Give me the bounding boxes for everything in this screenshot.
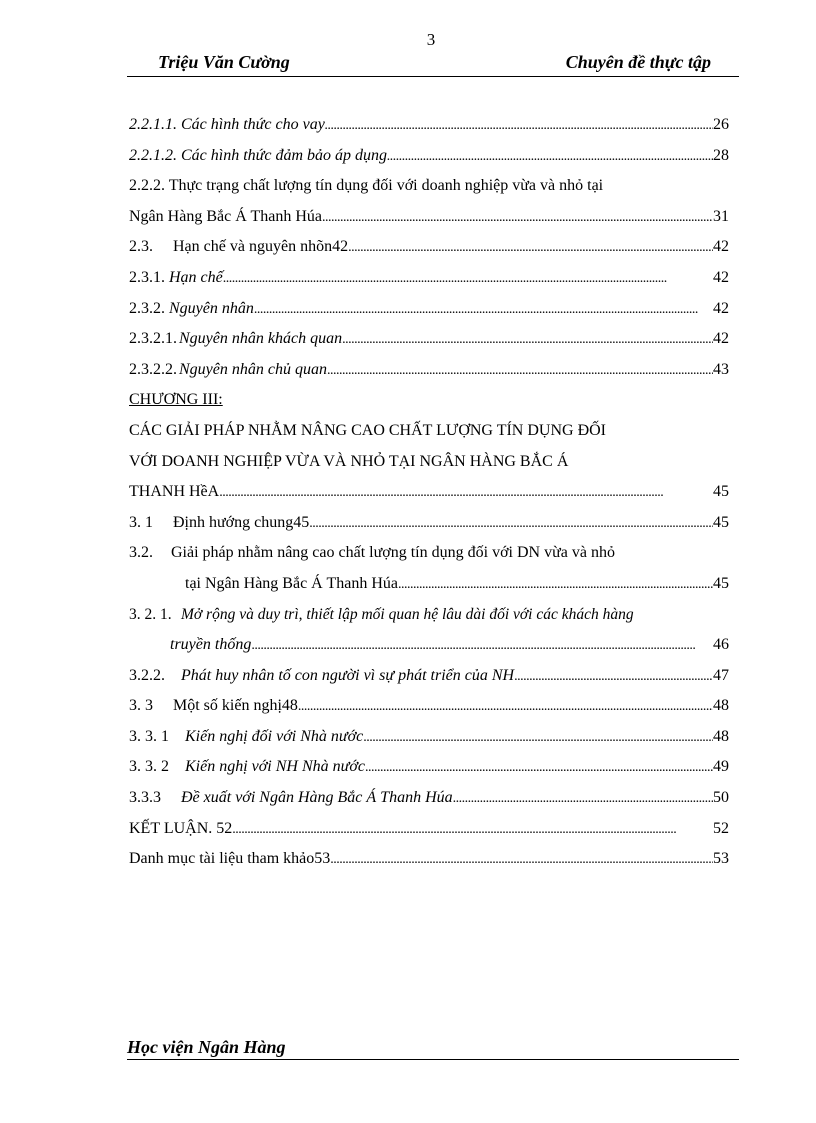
toc-entry-title: Phát huy nhân tố con người vì sự phát triển của NH: [181, 666, 515, 684]
toc-entry-title: Kiến nghị với NH Nhà nước: [185, 758, 366, 776]
toc-leader: [398, 575, 713, 593]
toc-entry[interactable]: [129, 300, 729, 331]
toc-entry-page: 42: [713, 330, 729, 348]
toc-leader: [309, 514, 713, 532]
toc-entry-page: 46: [713, 636, 729, 654]
toc-entry-number: 3. 1: [129, 513, 153, 531]
toc-entry[interactable]: [129, 208, 729, 239]
toc-entry-title: Đề xuất với Ngân Hàng Bắc Á Thanh Húa: [181, 789, 453, 807]
toc-entry[interactable]: [129, 789, 729, 820]
toc-entry-title: Một số kiến nghị48: [173, 697, 298, 715]
toc-entry-number: 3.2.: [129, 544, 153, 562]
toc-leader: [514, 667, 713, 685]
toc-entry-page: 47: [713, 666, 729, 684]
toc-leader: [365, 758, 713, 776]
toc-entry[interactable]: [129, 361, 729, 392]
toc-entry-page: 45: [713, 574, 729, 592]
toc-entry[interactable]: [129, 483, 729, 514]
toc-entry-title: Nguyên nhân chủ quan: [179, 360, 327, 378]
toc-entry[interactable]: [129, 636, 729, 667]
toc-entry-title: Nguyên nhân: [169, 299, 254, 317]
header-doc-type: Chuyên đề thực tập: [565, 52, 711, 72]
toc-leader: [387, 147, 713, 165]
toc-entry-number: 3.3.3: [129, 789, 161, 807]
toc-leader: [325, 116, 713, 134]
toc-leader: [322, 208, 713, 226]
toc-entry-number: 2.3.1.: [129, 268, 165, 286]
toc-entry[interactable]: [129, 575, 729, 606]
toc-entry[interactable]: [129, 453, 729, 484]
toc-entry-page: 26: [713, 116, 729, 133]
toc-entry[interactable]: [129, 850, 729, 881]
toc-entry-page: 50: [713, 789, 729, 807]
toc-entry[interactable]: [129, 606, 729, 637]
toc-entry[interactable]: [129, 728, 729, 759]
toc-entry-title: Hạn chế: [169, 268, 223, 286]
toc-entry[interactable]: [129, 177, 729, 208]
toc-entry-number: 3. 3. 2: [129, 758, 169, 776]
toc-entry-page: 42: [713, 299, 729, 317]
toc-leader: [363, 728, 713, 746]
toc-entry-title: Danh mục tài liệu tham khảo53: [129, 850, 331, 868]
toc-entry-title: tại Ngân Hàng Bắc Á Thanh Húa: [185, 574, 398, 592]
toc-entry[interactable]: [129, 820, 729, 851]
toc-entry-title: Hạn chế và nguyên nhõn42: [173, 238, 349, 256]
toc-entry-title: CÁC GIẢI PHÁP NHẰM NÂNG CAO CHẤT LƯỢNG TÍN DỤNG ĐỐI: [129, 421, 607, 439]
toc-entry-number: 3. 3: [129, 697, 153, 715]
toc-entry[interactable]: [129, 758, 729, 789]
toc-entry-page: 42: [713, 238, 729, 256]
toc-entry-title: Định hướng chung45: [173, 513, 310, 531]
toc-entry-page: 45: [713, 513, 729, 531]
toc-entry-page: 42: [713, 268, 729, 286]
toc-entry[interactable]: [129, 269, 729, 300]
toc-entry-title: 2.2.2. Thực trạng chất lượng tín dụng đối với doanh nghiệp vừa và nhỏ tại: [129, 177, 604, 195]
toc-entry-page: 53: [713, 850, 729, 868]
toc-entry-title: Kiến nghị đối với Nhà nước: [185, 727, 364, 745]
toc-entry-page: 28: [713, 146, 729, 164]
toc-entry-title: Ngân Hàng Bắc Á Thanh Húa: [129, 207, 322, 225]
toc-entry[interactable]: [129, 147, 729, 178]
toc-entry-title: 2.2.1.1. Các hình thức cho vay: [129, 116, 325, 133]
toc-entry-page: 48: [713, 697, 729, 715]
toc-entry-page: 43: [713, 360, 729, 378]
toc-entry[interactable]: [129, 697, 729, 728]
toc-entry-page: 52: [713, 819, 729, 837]
toc-entry[interactable]: [129, 544, 729, 575]
toc-leader: [327, 361, 713, 379]
toc-entry-page: 48: [713, 727, 729, 745]
toc-entry-page: 45: [713, 483, 729, 501]
toc-entry-title: VỚI DOANH NGHIỆP VỪA VÀ NHỎ TẠI NGÂN HÀNG BẮC Á: [129, 452, 569, 470]
toc-entry-title: 2.2.1.2. Các hình thức đảm bảo áp dụng: [129, 146, 388, 164]
toc-entry-number: 3. 2. 1.: [129, 605, 172, 623]
header-author: Triệu Văn Cường: [158, 52, 290, 72]
toc-leader: [219, 483, 713, 501]
toc-entry-title: KẾT LUẬN. 52: [129, 819, 233, 837]
toc-leader: [348, 238, 713, 256]
toc-leader: [232, 820, 713, 838]
toc-leader: [254, 300, 713, 318]
toc-entry-number: 2.3.2.1.: [129, 330, 177, 348]
toc-leader: [298, 697, 713, 715]
toc-entry-number: 2.3.: [129, 238, 153, 256]
toc-entry[interactable]: [129, 330, 729, 361]
toc-entry[interactable]: [129, 116, 729, 147]
toc-entry[interactable]: [129, 422, 729, 453]
page-header: [127, 52, 739, 77]
toc-entry-page: 31: [713, 207, 729, 225]
toc-entry-number: 2.3.2.2.: [129, 360, 177, 378]
toc-entry-number: 2.3.2.: [129, 299, 165, 317]
toc-leader: [330, 850, 713, 868]
table-of-contents: [129, 116, 729, 881]
toc-entry-page: 49: [713, 758, 729, 776]
toc-leader: [223, 269, 713, 287]
toc-entry-title: truyền thống: [170, 636, 252, 654]
toc-entry[interactable]: [129, 238, 729, 269]
footer-institution: Học viện Ngân Hàng: [127, 1037, 286, 1057]
toc-entry-number: 3. 3. 1: [129, 727, 169, 745]
toc-entry-number: 3.2.2.: [129, 666, 165, 684]
toc-entry-title: Mở rộng và duy trì, thiết lập mối quan hệ lâu dài đối với các khách hàng: [181, 605, 634, 623]
toc-leader: [453, 789, 713, 807]
toc-leader: [342, 330, 713, 348]
toc-entry-title: THANH HềA: [129, 483, 220, 501]
toc-leader: [251, 636, 713, 654]
toc-entry[interactable]: [129, 391, 729, 422]
page-footer: [127, 1037, 739, 1060]
toc-entry-title: Giải pháp nhằm nâng cao chất lượng tín dụng đối với DN vừa và nhỏ: [171, 544, 615, 562]
toc-entry[interactable]: [129, 514, 729, 545]
toc-entry[interactable]: [129, 667, 729, 698]
toc-chapter-heading: CHƯƠNG III:: [129, 391, 223, 409]
page-number: 3: [426, 30, 436, 49]
toc-entry-title: Nguyên nhân khách quan: [179, 330, 343, 348]
